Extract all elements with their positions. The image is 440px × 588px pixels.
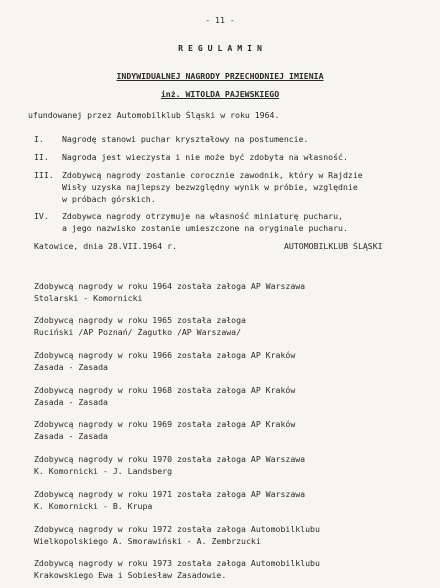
- winner-line: Zdobywcą nagrody w roku 1964 została załoga AP Warszawa: [34, 281, 306, 291]
- document-title: R E G U L A M I N: [178, 43, 262, 53]
- document-subtitle-line1: INDYWIDUALNEJ NAGRODY PRZECHODNIEJ IMIENIA: [116, 71, 324, 81]
- winner-crew: K. Komornicki - B. Krupa: [34, 501, 153, 511]
- winner-line: Zdobywcą nagrody w roku 1971 została załoga AP Warszawa: [34, 489, 306, 499]
- winner-crew: Ruciński /AP Poznań/ Żagutko /AP Warszawa/: [34, 327, 242, 337]
- winner-crew: Zasada - Zasada: [34, 362, 108, 372]
- winner-crew: Zasada - Zasada: [34, 431, 108, 441]
- winner-line: Zdobywcą nagrody w roku 1966 została załoga AP Kraków: [34, 350, 296, 360]
- winner-crew: Krakowskiego Ewa i Sobiesław Zasadowie.: [34, 570, 227, 580]
- place-date: Katowice, dnia 28.VII.1964 r.: [34, 241, 177, 251]
- page-number: - 11 -: [205, 15, 235, 25]
- rule-text: w próbach górskich.: [62, 194, 156, 204]
- rule-text: Nagrodę stanowi puchar kryształowy na postumencie.: [62, 134, 309, 144]
- winner-crew: K. Komornicki - J. Landsberg: [34, 466, 173, 476]
- winner-line: Zdobywcą nagrody w roku 1968 została załoga AP Kraków: [34, 385, 296, 395]
- rule-number: I.: [34, 134, 44, 144]
- rule-number: IV.: [34, 211, 49, 221]
- rule-text: Zdobywcą nagrody zostanie corocznie zawodnik, który w Rajdzie: [62, 170, 363, 180]
- winner-crew: Stolarski - Komornicki: [34, 293, 143, 303]
- signature: AUTOMOBILKLUB ŚLĄSKI: [284, 241, 383, 251]
- winner-line: Zdobywcą nagrody w roku 1969 została załoga AP Kraków: [34, 419, 296, 429]
- rule-number: II.: [34, 152, 49, 162]
- winner-line: Zdobywcą nagrody w roku 1965 została załoga: [34, 315, 246, 325]
- rule-text: Nagroda jest wieczysta i nie może być zdobyta na własność.: [62, 152, 348, 162]
- rule-text: a jego nazwisko zostanie umieszczone na oryginale pucharu.: [62, 223, 348, 233]
- rule-number: III.: [34, 170, 54, 180]
- winner-line: Zdobywcą nagrody w roku 1973 została załoga Automobilklubu: [34, 558, 320, 568]
- intro-paragraph: ufundowanej przez Automobilklub Śląski w roku 1964.: [28, 110, 280, 120]
- document-subtitle-line2: inż. WITOLDA PAJEWSKIEGO: [160, 89, 280, 99]
- winner-line: Zdobywcą nagrody w roku 1972 została załoga Automobilklubu: [34, 524, 320, 534]
- winner-crew: Wielkopolskiego A. Smorawiński - A. Zembrzucki: [34, 536, 261, 546]
- winner-crew: Zasada - Zasada: [34, 397, 108, 407]
- rule-text: Zdobywca nagrody otrzymuje na własność miniaturę pucharu,: [62, 211, 343, 221]
- winner-line: Zdobywcą nagrody w roku 1970 została załoga AP Warszawa: [34, 454, 306, 464]
- rule-text: Wisły uzyska najlepszy bezwzględny wynik w próbie, względnie: [62, 182, 358, 192]
